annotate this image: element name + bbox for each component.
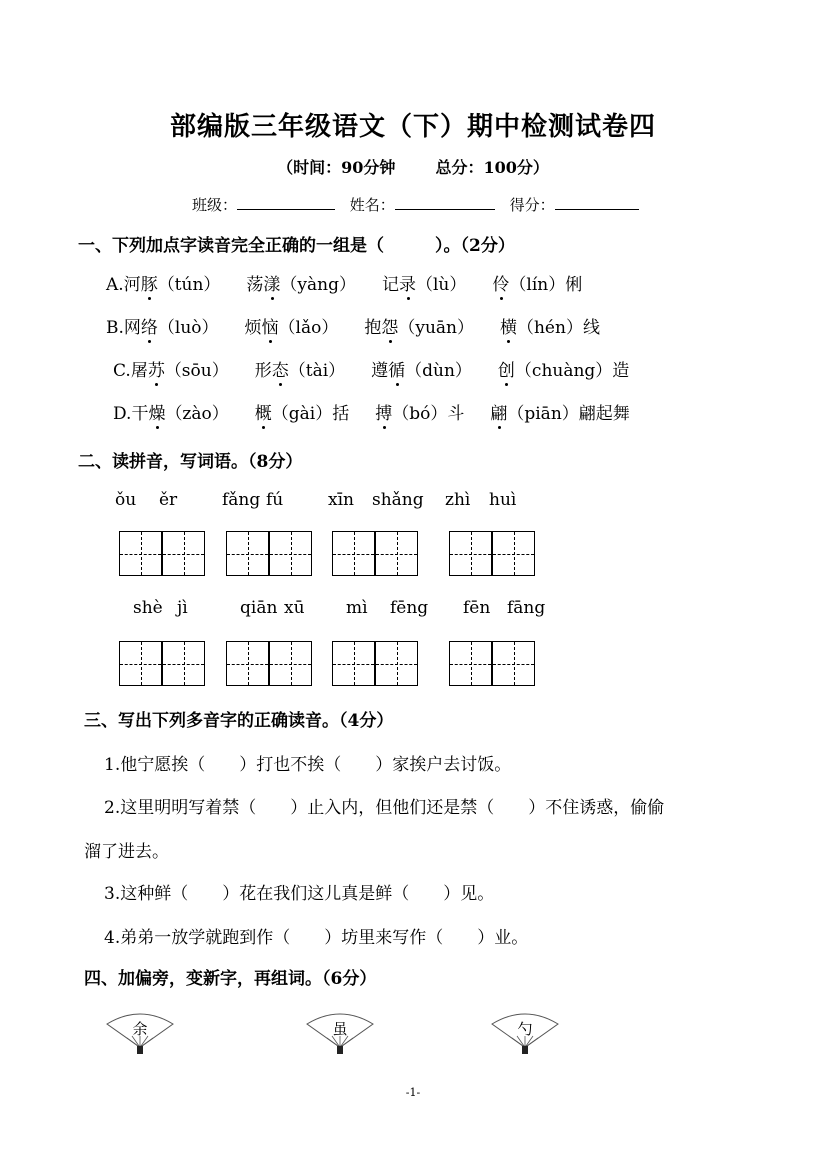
question-item: 溜了进去。 (84, 842, 169, 862)
pinyin-label: fǎng (222, 490, 261, 510)
dotted-char: 络 (140, 318, 158, 338)
option-word (500, 318, 600, 338)
score-label: 得分： (509, 196, 555, 214)
word-part: 荡 (246, 275, 264, 295)
tianzige-box[interactable] (226, 641, 269, 686)
pinyin-label: fēng (390, 598, 429, 618)
option-word (255, 404, 349, 424)
pinyin-label: fú (266, 490, 284, 510)
word-part: （chuàng）造 (514, 361, 630, 381)
word-part: 河 (123, 275, 141, 295)
question-item: 4.弟弟一放学就跑到作（ ）坊里来写作（ ）业。 (104, 928, 529, 948)
fan-card (490, 1010, 560, 1054)
option-word (124, 275, 221, 295)
option-d[interactable] (113, 399, 656, 424)
dotted-char: 搏 (375, 404, 393, 424)
word-part: （lín）俐 (509, 275, 583, 295)
word-part: 形 (254, 361, 272, 381)
option-label: C. (113, 361, 131, 381)
tianzige-box[interactable] (162, 531, 205, 576)
tianzige-box[interactable] (492, 531, 535, 576)
fan-character: 余 (132, 1020, 148, 1038)
word-part: （tài） (288, 361, 346, 381)
fan-character: 勺 (517, 1020, 533, 1038)
option-label: D. (113, 404, 132, 424)
option-word (371, 361, 472, 381)
pinyin-label: ěr (159, 490, 178, 510)
word-part: 烦 (244, 318, 262, 338)
tianzige-box[interactable] (162, 641, 205, 686)
dotted-char: 录 (399, 275, 416, 295)
word-part: （lù） (416, 275, 467, 295)
pinyin-label: fāng (507, 598, 546, 618)
tianzige-box[interactable] (375, 641, 418, 686)
word-part: （bó）斗 (392, 404, 465, 424)
word-part: 屠 (130, 361, 148, 381)
exam-subtitle (0, 155, 826, 178)
total-score: 总分：100分） (435, 158, 549, 177)
section1-heading: 一、下列加点字读音完全正确的一组是（ ）。（2分） (78, 236, 515, 256)
word-part: （tún） (157, 275, 221, 295)
dotted-char: 燥 (148, 404, 166, 424)
option-word (364, 318, 474, 338)
class-field[interactable] (237, 195, 335, 210)
dotted-char: 伶 (492, 275, 510, 295)
option-c[interactable] (113, 356, 655, 381)
dotted-char: 概 (254, 404, 272, 424)
page-number: -1- (405, 1086, 421, 1099)
dotted-char: 漾 (263, 275, 281, 295)
option-a[interactable] (106, 270, 608, 295)
fan-card (105, 1010, 175, 1054)
word-part: 记 (382, 275, 399, 295)
tianzige-box[interactable] (332, 641, 375, 686)
dotted-char: 恼 (261, 318, 279, 338)
question-item: 2.这里明明写着禁（ ）止入内，但他们还是禁（ ）不住诱惑，偷偷 (104, 798, 665, 818)
dotted-char: 苏 (147, 361, 165, 381)
score-field[interactable] (555, 195, 639, 210)
tianzige-box[interactable] (119, 641, 162, 686)
dotted-char: 横 (499, 318, 517, 338)
option-word (492, 275, 582, 295)
pinyin-label: huì (489, 490, 517, 510)
tianzige-box[interactable] (492, 641, 535, 686)
option-word (375, 404, 464, 424)
pinyin-label: shǎng (372, 490, 424, 510)
option-label: B. (106, 318, 124, 338)
fan-character: 虽 (332, 1020, 348, 1038)
option-word (255, 361, 345, 381)
dotted-char: 怨 (381, 318, 399, 338)
time-limit: （时间：90分钟 (277, 158, 396, 177)
pinyin-label: xū (284, 598, 305, 618)
pinyin-label: xīn (328, 490, 354, 510)
pinyin-label: zhì (445, 490, 471, 510)
question-item: 1.他宁愿挨（ ）打也不挨（ ）家挨户去讨饭。 (104, 755, 512, 775)
option-word (246, 275, 356, 295)
option-b[interactable] (106, 313, 626, 338)
question-item: 3.这种鲜（ ）花在我们这儿真是鲜（ ）见。 (104, 884, 495, 904)
option-word (382, 275, 466, 295)
word-part: （sōu） (164, 361, 229, 381)
pinyin-label: mì (346, 598, 368, 618)
dotted-char: 态 (271, 361, 289, 381)
word-part: （yuān） (398, 318, 474, 338)
tianzige-box[interactable] (449, 641, 492, 686)
option-word (131, 404, 228, 424)
tianzige-box[interactable] (449, 531, 492, 576)
page-title: 部编版三年级语文（下）期中检测试卷四 (169, 112, 656, 142)
word-part: （gài）括 (271, 404, 350, 424)
tianzige-box[interactable] (226, 531, 269, 576)
word-part: （lǎo） (278, 318, 339, 338)
pinyin-label: jì (177, 598, 188, 618)
word-part: 遵 (371, 361, 389, 381)
dotted-char: 创 (497, 361, 515, 381)
student-info (192, 194, 649, 215)
pinyin-label: qiān (240, 598, 278, 618)
option-word (245, 318, 339, 338)
tianzige-box[interactable] (332, 531, 375, 576)
option-word (498, 361, 629, 381)
pinyin-label: fēn (463, 598, 491, 618)
name-label: 姓名： (349, 196, 395, 214)
word-part: 干 (131, 404, 149, 424)
option-word (124, 318, 219, 338)
section4-heading: 四、加偏旁，变新字，再组词。（6分） (84, 969, 377, 989)
word-part: （luò） (157, 318, 219, 338)
option-word (490, 404, 629, 424)
tianzige-box[interactable] (269, 641, 312, 686)
word-part: 网 (123, 318, 141, 338)
section2-heading: 二、读拼音，写词语。（8分） (78, 452, 303, 472)
option-word (131, 361, 229, 381)
word-part: （yàng） (280, 275, 356, 295)
tianzige-box[interactable] (375, 531, 418, 576)
class-label: 班级： (192, 196, 238, 214)
option-label: A. (106, 275, 124, 295)
name-field[interactable] (395, 195, 495, 210)
pinyin-label: shè (133, 598, 163, 618)
tianzige-box[interactable] (119, 531, 162, 576)
tianzige-box[interactable] (269, 531, 312, 576)
word-part: （piān）翩起舞 (507, 404, 630, 424)
word-part: （hén）线 (516, 318, 600, 338)
fan-card (305, 1010, 375, 1054)
section3-heading: 三、写出下列多音字的正确读音。（4分） (84, 711, 394, 731)
word-part: （dùn） (405, 361, 472, 381)
dotted-char: 豚 (140, 275, 158, 295)
word-part: （zào） (165, 404, 229, 424)
dotted-char: 循 (388, 361, 406, 381)
dotted-char: 翩 (490, 404, 508, 424)
word-part: 抱 (364, 318, 382, 338)
pinyin-label: ǒu (115, 490, 137, 510)
